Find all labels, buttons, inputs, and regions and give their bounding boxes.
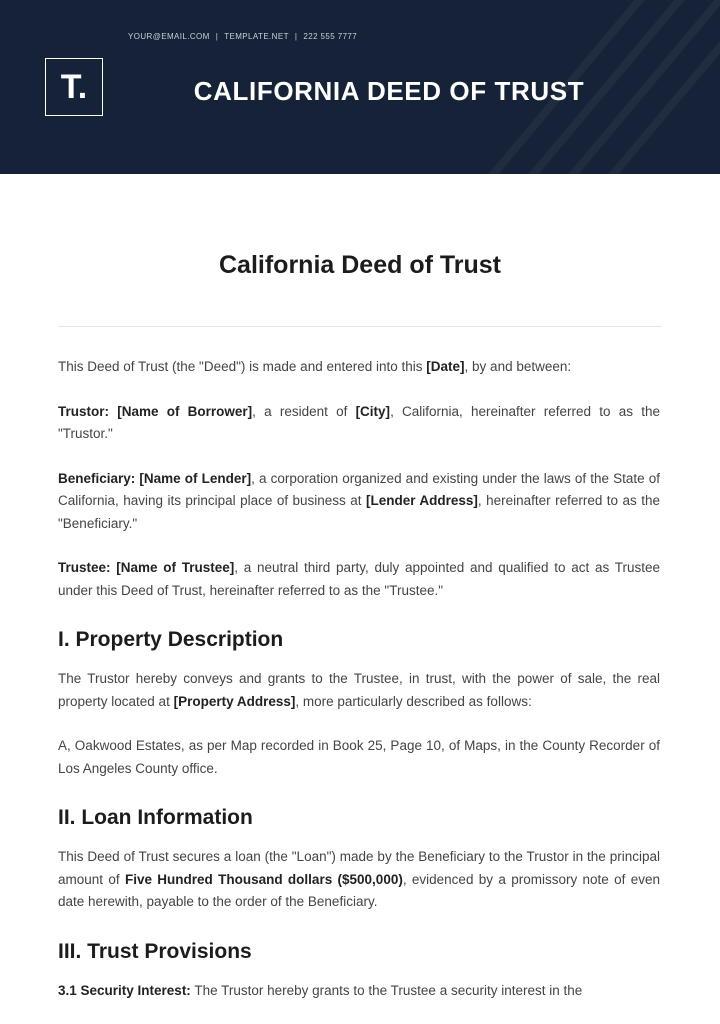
intro-paragraph: This Deed of Trust (the "Deed") is made and entered into this [Date], by and between: <box>58 359 572 374</box>
contact-line: YOUR@EMAIL.COM | TEMPLATE.NET | 222 555 7777 <box>128 32 358 41</box>
title-divider <box>58 326 662 327</box>
trustor-paragraph: Trustor: [Name of Borrower], a resident of [City], California, hereinafter referred to as the "Trustor." <box>58 403 660 441</box>
contact-website: TEMPLATE.NET <box>224 32 289 41</box>
document-body <box>58 356 660 1024</box>
logo-letter: T. <box>60 68 88 106</box>
section-heading-loan: II. Loan Information <box>58 806 253 829</box>
contact-email: YOUR@EMAIL.COM <box>128 32 210 41</box>
section-heading-property: I. Property Description <box>58 628 284 651</box>
section-heading-trust-provisions: III. Trust Provisions <box>58 939 252 963</box>
property-paragraph: The Trustor hereby conveys and grants to the Trustee, in trust, with the power of sale, the real property located at [Property Address], more particularly described as follows: <box>58 671 660 709</box>
security-interest-paragraph: 3.1 Security Interest: The Trustor hereby grants to the Trustee a security interest in the <box>58 982 583 998</box>
document-header-banner <box>0 0 720 174</box>
banner-title: CALIFORNIA DEED OF TRUST <box>193 76 585 106</box>
loan-paragraph: This Deed of Trust secures a loan (the "Loan") made by the Beneficiary to the Trustor in the principal amount of Five Hundred Thousand dollars ($500,000), evidenced by a promissory note of even date herewith, payable to the order of the Beneficiary. <box>58 849 660 909</box>
contact-phone: 222 555 7777 <box>303 32 358 41</box>
document-title: California Deed of Trust <box>219 251 501 279</box>
legal-description-paragraph: A, Oakwood Estates, as per Map recorded in Book 25, Page 10, of Maps, in the County Recorder of Los Angeles County office. <box>58 738 660 776</box>
beneficiary-paragraph: Beneficiary: [Name of Lender], a corporation organized and existing under the laws of the State of California, having its principal place of business at [Lender Address], hereinafter referred to as the "Beneficiary." <box>58 470 660 531</box>
trustee-paragraph: Trustee: [Name of Trustee], a neutral third party, duly appointed and qualified to act as Trustee under this Deed of Trust, hereinafter referred to as the "Trustee." <box>58 560 660 598</box>
